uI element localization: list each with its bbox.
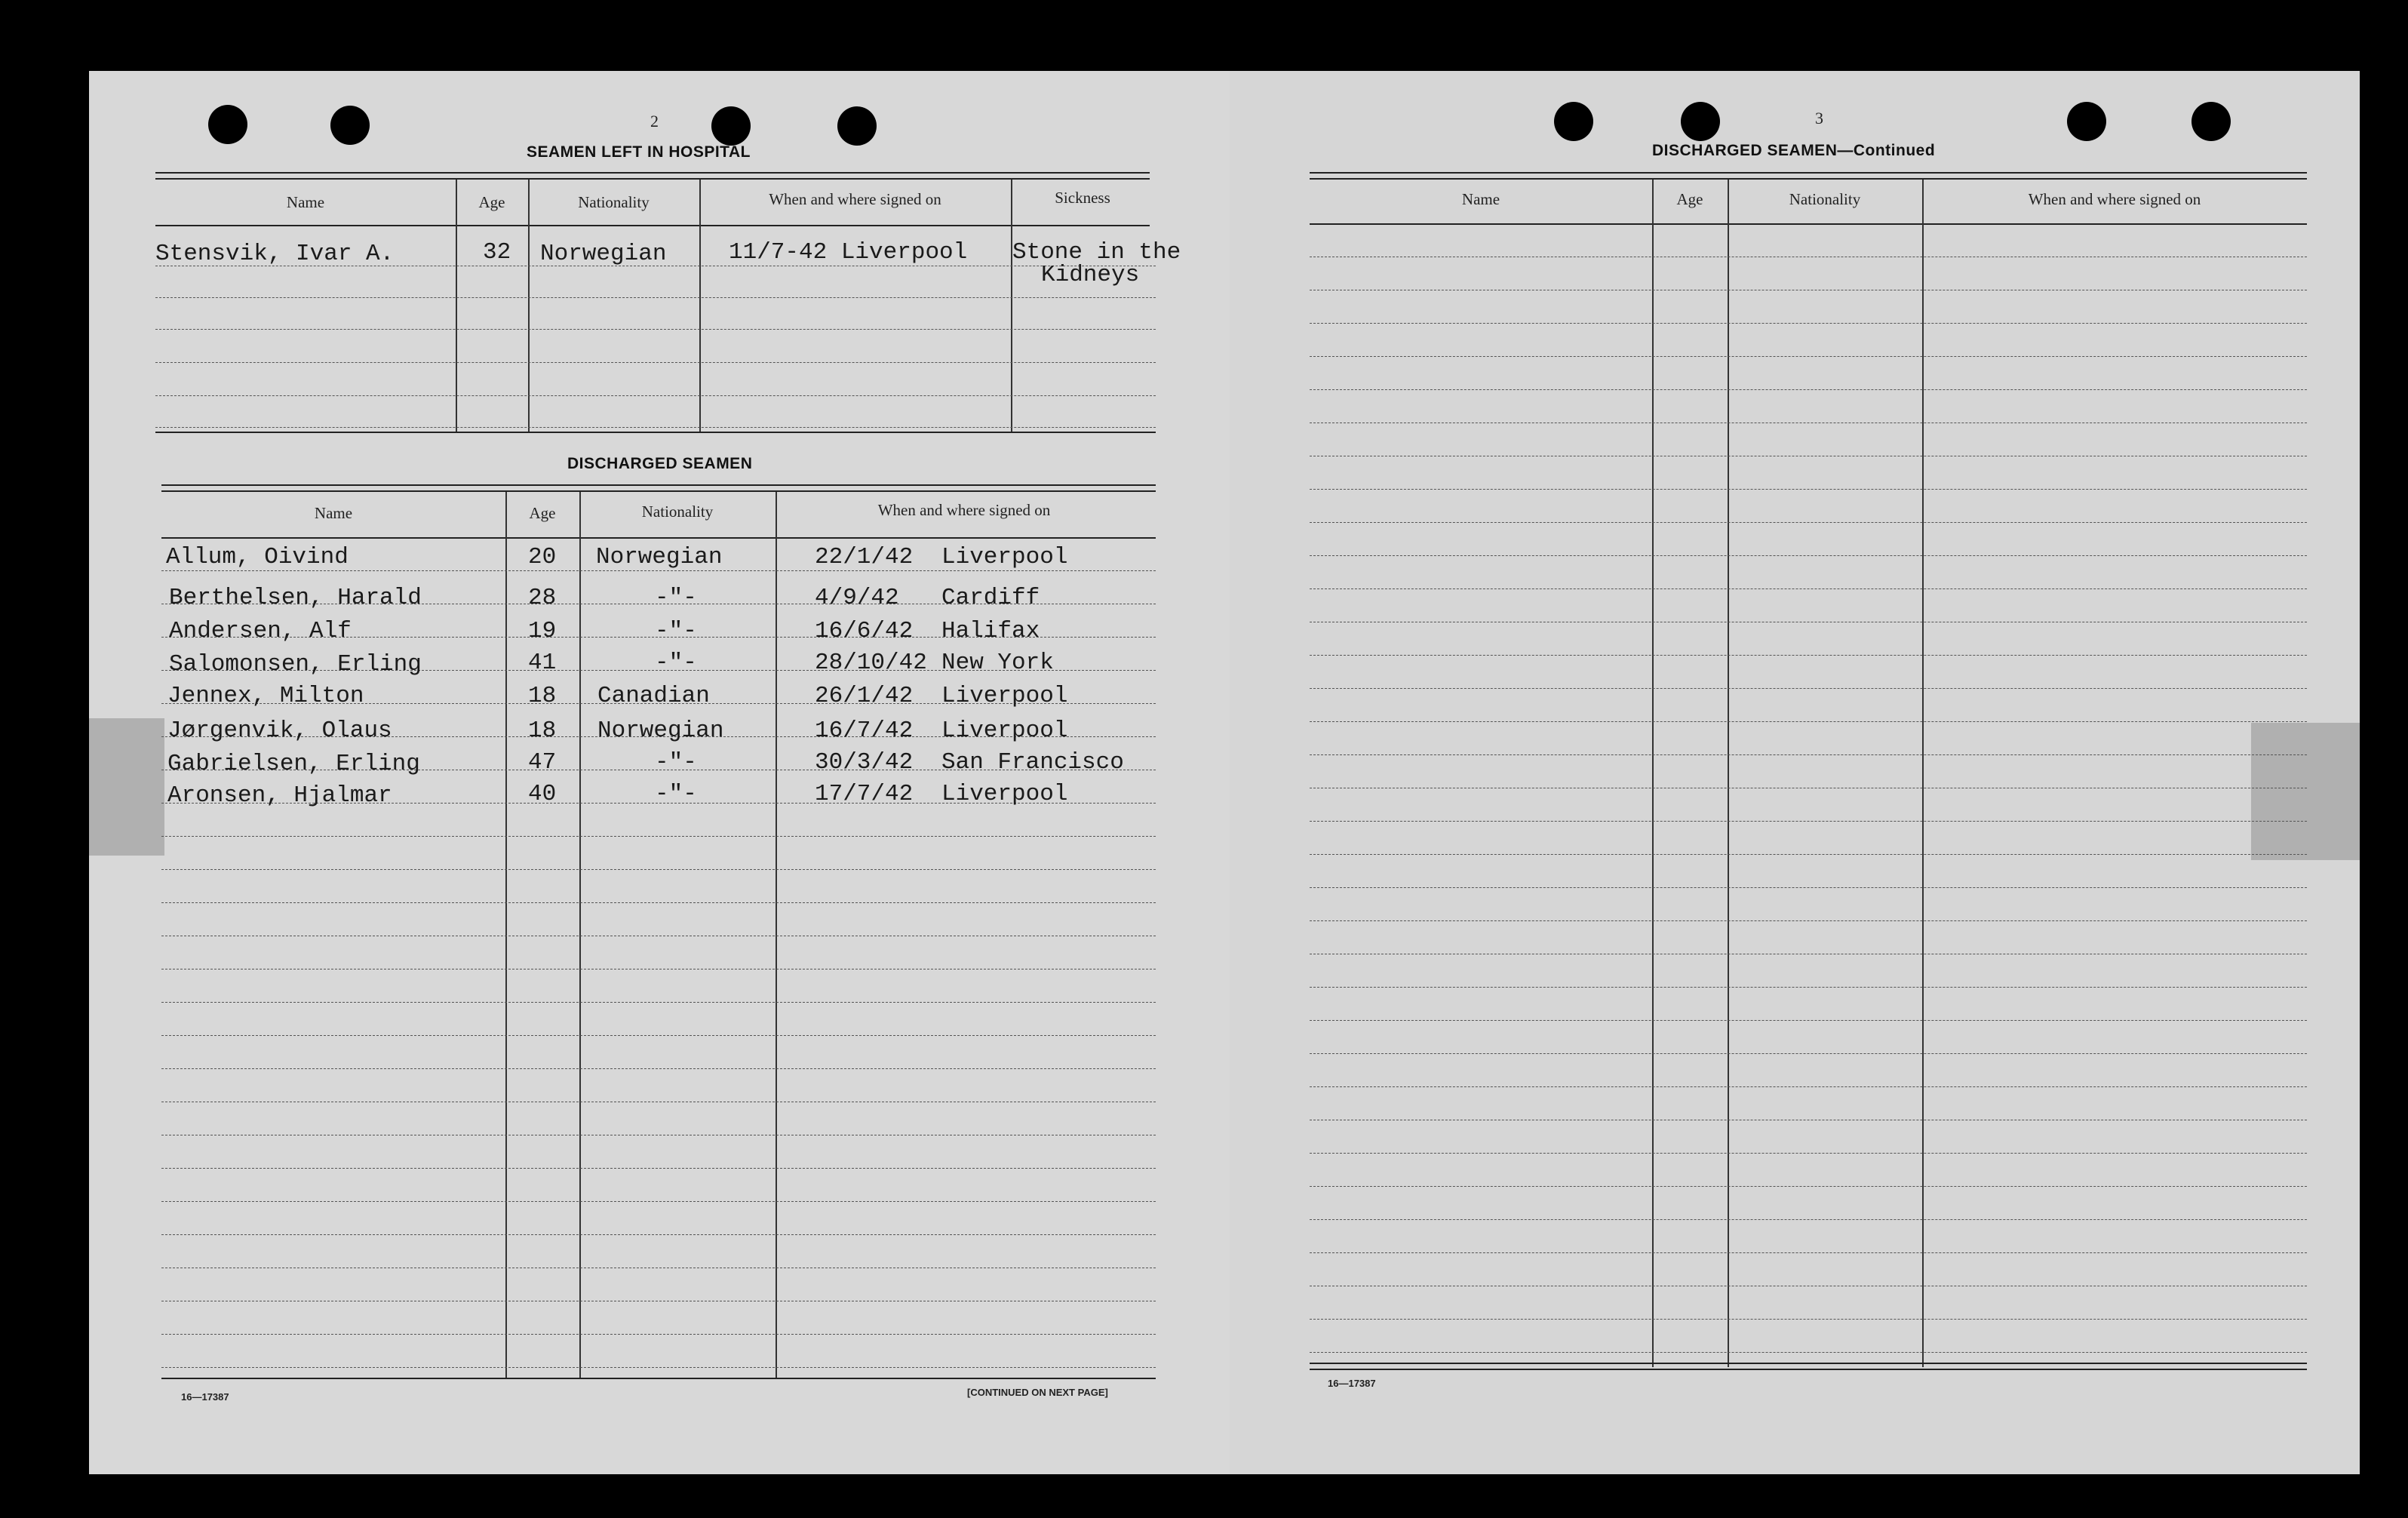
right-header-nationality: Nationality	[1789, 190, 1861, 208]
discharged-nationality: -"-	[655, 585, 697, 611]
row-line	[1310, 987, 2307, 988]
discharged-date: 22/1/42	[815, 544, 914, 570]
discharged-place: Liverpool	[941, 718, 1068, 744]
rule	[1310, 1369, 2307, 1370]
discharged-name: Aronsen, Hjalmar	[167, 782, 392, 809]
row-line	[1310, 1186, 2307, 1187]
discharged-place: Liverpool	[941, 544, 1068, 570]
discharged-date: 26/1/42	[815, 683, 914, 709]
discharged-age: 41	[528, 650, 557, 676]
rule	[155, 178, 1150, 180]
row-line	[1310, 920, 2307, 921]
row-line	[155, 297, 1156, 298]
row-line	[1310, 887, 2307, 888]
right-page-title: DISCHARGED SEAMEN—Continued	[1652, 142, 1936, 159]
hospital-age: 32	[483, 239, 511, 266]
row-line	[155, 329, 1156, 330]
discharged-age: 28	[528, 585, 557, 611]
left-page-number: 2	[650, 112, 659, 131]
discharged-age: 18	[528, 683, 557, 709]
discharged-place: San Francisco	[941, 749, 1124, 776]
hospital-name: Stensvik, Ivar A.	[155, 241, 395, 267]
column-divider	[1652, 180, 1654, 1367]
row-line	[161, 1002, 1156, 1003]
continued-note: [CONTINUED ON NEXT PAGE]	[967, 1387, 1108, 1398]
row-line	[1310, 688, 2307, 689]
row-line	[1310, 489, 2307, 490]
discharged-header-name: Name	[314, 504, 353, 522]
rule	[161, 484, 1156, 486]
punch-hole	[2191, 102, 2231, 141]
discharged-place: Liverpool	[941, 683, 1068, 709]
hospital-header-nationality: Nationality	[578, 193, 650, 211]
discharged-name: Allum, Oivind	[166, 544, 349, 570]
row-line	[161, 570, 1156, 571]
column-divider	[1011, 180, 1012, 432]
row-line	[1310, 754, 2307, 755]
row-line	[1310, 821, 2307, 822]
rule	[1310, 172, 2307, 174]
discharged-name: Berthelsen, Harald	[169, 585, 422, 611]
discharged-nationality: -"-	[655, 618, 697, 644]
discharged-age: 18	[528, 718, 557, 744]
row-line	[1310, 721, 2307, 722]
row-line	[161, 1234, 1156, 1235]
rule	[1310, 223, 2307, 225]
row-line	[161, 1168, 1156, 1169]
row-line	[161, 836, 1156, 837]
discharged-nationality: -"-	[655, 650, 697, 676]
row-line	[1310, 1086, 2307, 1087]
row-line	[161, 1367, 1156, 1368]
rule	[1310, 178, 2307, 180]
row-line	[161, 902, 1156, 903]
rule	[161, 1378, 1156, 1379]
discharged-name: Jennex, Milton	[167, 683, 364, 709]
row-line	[1310, 1153, 2307, 1154]
discharged-nationality: -"-	[655, 749, 697, 776]
row-line	[1310, 323, 2307, 324]
row-line	[161, 1334, 1156, 1335]
row-line	[1310, 356, 2307, 357]
punch-hole	[837, 106, 877, 146]
hospital-header-sickness: Sickness	[1055, 189, 1110, 207]
row-line	[1310, 555, 2307, 556]
column-divider	[456, 180, 457, 432]
hospital-header-signed-on: When and where signed on	[769, 190, 941, 208]
row-line	[161, 1068, 1156, 1069]
hospital-header-name: Name	[286, 193, 325, 211]
row-line	[1310, 1352, 2307, 1353]
right-page	[1230, 71, 2360, 1474]
row-line	[155, 362, 1156, 363]
row-line	[1310, 854, 2307, 855]
punch-hole	[208, 105, 247, 144]
discharged-nationality: Norwegian	[597, 718, 724, 744]
row-line	[161, 1035, 1156, 1036]
punch-hole	[1681, 102, 1720, 141]
column-divider	[1728, 180, 1729, 1367]
discharged-name: Gabrielsen, Erling	[167, 751, 420, 777]
discharged-nationality: Canadian	[597, 683, 710, 709]
column-divider	[528, 180, 530, 432]
right-form-number: 16—17387	[1328, 1378, 1376, 1389]
hospital-nationality: Norwegian	[540, 241, 667, 267]
hospital-title: SEAMEN LEFT IN HOSPITAL	[527, 143, 751, 161]
discharged-place: Liverpool	[941, 781, 1068, 807]
discharged-date: 17/7/42	[815, 781, 914, 807]
row-line	[1310, 588, 2307, 589]
right-page-number: 3	[1815, 109, 1823, 128]
discharged-age: 19	[528, 618, 557, 644]
hospital-sickness: Stone in the	[1012, 239, 1181, 266]
rule	[1310, 1363, 2307, 1364]
rule	[155, 225, 1150, 226]
hospital-signed-on: 11/7-42 Liverpool	[729, 239, 968, 266]
discharged-place: Halifax	[941, 618, 1040, 644]
row-line	[1310, 522, 2307, 523]
tape-mark	[89, 718, 164, 856]
row-line	[1310, 1219, 2307, 1220]
discharged-nationality: Norwegian	[596, 544, 723, 570]
discharged-date: 4/9/42	[815, 585, 899, 611]
discharged-name: Andersen, Alf	[169, 618, 352, 644]
discharged-title: DISCHARGED SEAMEN	[567, 455, 753, 472]
discharged-age: 47	[528, 749, 557, 776]
row-line	[155, 427, 1156, 428]
row-line	[1310, 1053, 2307, 1054]
tape-mark	[2251, 723, 2360, 860]
row-line	[1310, 389, 2307, 390]
right-header-name: Name	[1461, 190, 1500, 208]
column-divider	[1922, 180, 1924, 1367]
row-line	[1310, 1319, 2307, 1320]
discharged-place: Cardiff	[941, 585, 1040, 611]
punch-hole	[1554, 102, 1593, 141]
discharged-age: 20	[528, 544, 557, 570]
hospital-header-age: Age	[478, 193, 505, 211]
column-divider	[699, 180, 701, 432]
discharged-header-age: Age	[529, 504, 556, 522]
punch-hole	[330, 106, 370, 145]
discharged-date: 16/6/42	[815, 618, 914, 644]
discharged-header-signed-on: When and where signed on	[877, 501, 1051, 519]
form-number: 16—17387	[181, 1391, 229, 1403]
punch-hole	[711, 106, 751, 146]
discharged-nationality: -"-	[655, 781, 697, 807]
discharged-name: Jørgenvik, Olaus	[167, 718, 392, 744]
row-line	[1310, 1252, 2307, 1253]
discharged-place: New York	[941, 650, 1054, 676]
row-line	[155, 395, 1156, 396]
rule	[155, 172, 1150, 174]
row-line	[161, 869, 1156, 870]
row-line	[1310, 1020, 2307, 1021]
row-line	[1310, 655, 2307, 656]
discharged-header-nationality: Nationality	[641, 502, 714, 521]
rule	[161, 537, 1156, 539]
rule	[161, 490, 1156, 492]
right-header-age: Age	[1676, 190, 1703, 208]
discharged-age: 40	[528, 781, 557, 807]
discharged-date: 30/3/42	[815, 749, 914, 776]
right-header-signed-on: When and where signed on	[2028, 190, 2201, 208]
rule	[155, 432, 1156, 433]
punch-hole	[2067, 102, 2106, 141]
discharged-name: Salomonsen, Erling	[169, 651, 422, 678]
hospital-sickness: Kidneys	[1041, 262, 1140, 288]
discharged-date: 16/7/42	[815, 718, 914, 744]
discharged-date: 28/10/42	[815, 650, 927, 676]
row-line	[161, 1201, 1156, 1202]
